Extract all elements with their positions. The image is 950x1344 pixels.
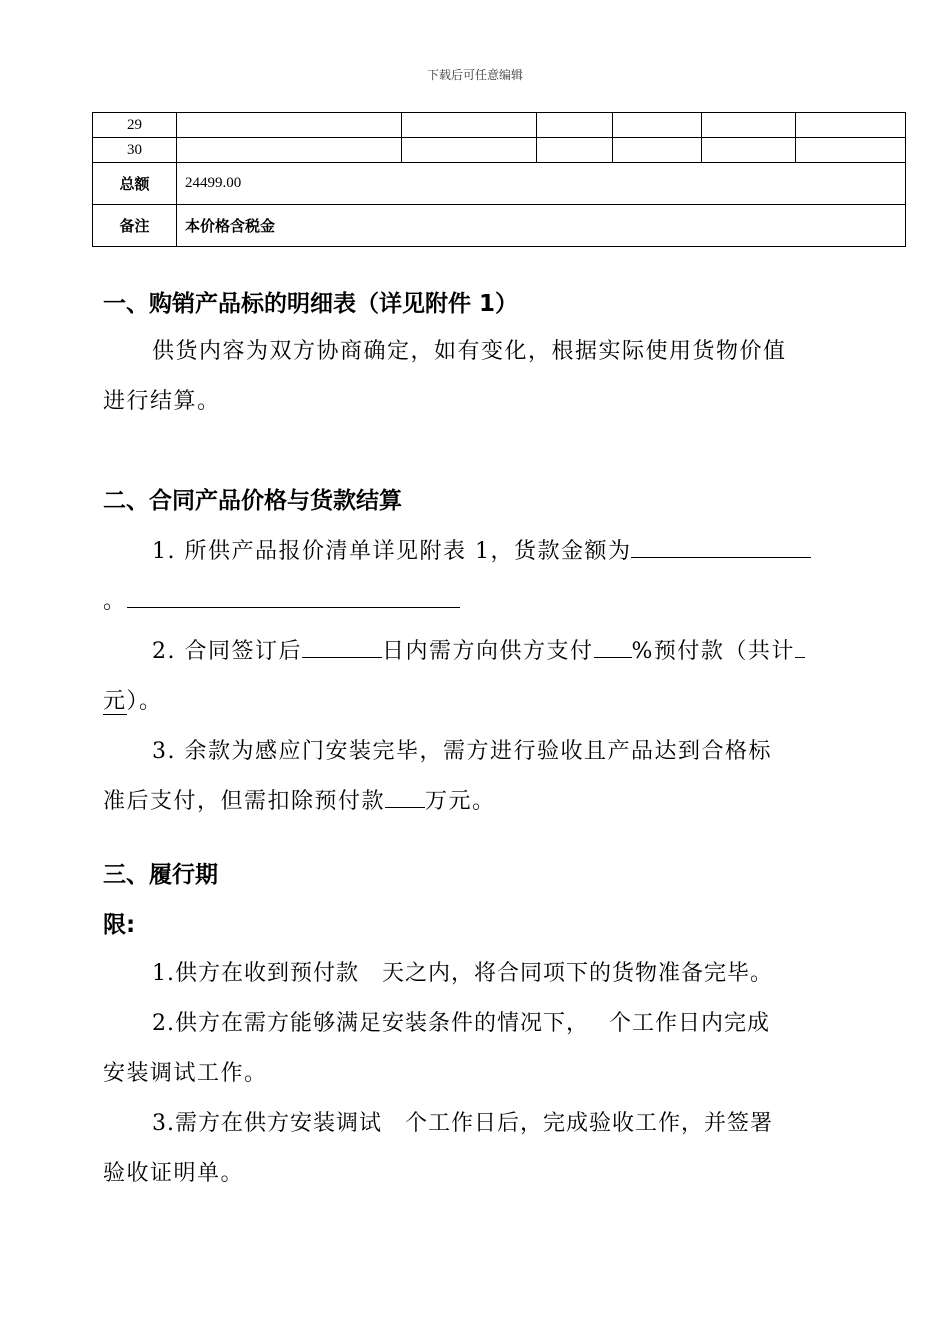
section-1-heading: 一、购销产品标的明细表（详见附件 1） (103, 291, 519, 317)
remark-label: 备注 (93, 205, 177, 247)
deduct-blank (385, 785, 425, 808)
percent-blank (594, 635, 632, 658)
section-2-item1-cont: 。 (103, 584, 460, 615)
section-1-para-line1: 供货内容为双方协商确定，如有变化，根据实际使用货物价值 (152, 339, 787, 364)
section-3-item2-line2: 安装调试工作。 (103, 1061, 268, 1086)
section-2-item3-line2: 准后支付，但需扣除预付款 万元。 (103, 784, 496, 815)
section-2-item1: 1. 所供产品报价清单详见附表 1，货款金额为 (152, 534, 811, 565)
section-3-item1: 1.供方在收到预付款 天之内，将合同项下的货物准备完毕。 (152, 961, 773, 986)
row-index: 29 (93, 113, 177, 138)
total-blank (795, 635, 805, 658)
section-3-item2-line1: 2.供方在需方能够满足安装条件的情况下， 个工作日内完成 (152, 1011, 770, 1036)
section-2-item2-cont: 元）。 (103, 689, 163, 714)
section-3-item3-line2: 验收证明单。 (103, 1161, 245, 1186)
section-2-item2: 2. 合同签订后 日内需方向供方支付 %预付款（共计 (152, 634, 805, 665)
section-1-para-line2: 进行结算。 (103, 389, 221, 414)
total-row (93, 163, 906, 205)
remark-row (93, 205, 906, 247)
total-value: 24499.00 (177, 163, 906, 205)
row-index: 30 (93, 138, 177, 163)
amount-blank (631, 535, 811, 558)
amount-blank-cont (127, 585, 460, 608)
remark-value: 本价格含税金 (177, 205, 906, 247)
detail-table (92, 112, 906, 247)
days-blank (302, 635, 382, 658)
section-2-item3-line1: 3. 余款为感应门安装完毕，需方进行验收且产品达到合格标 (152, 739, 772, 764)
section-3-heading-cont: 限: (103, 912, 136, 938)
total-label: 总额 (93, 163, 177, 205)
section-3-item3-line1: 3.需方在供方安装调试 个工作日后，完成验收工作，并签署 (152, 1111, 773, 1136)
table-row (93, 113, 906, 138)
table-row (93, 138, 906, 163)
section-2-heading: 二、合同产品价格与货款结算 (103, 488, 402, 514)
page-header: 下载后可任意编辑 (426, 68, 523, 82)
section-3-heading: 三、履行期 (103, 862, 218, 888)
